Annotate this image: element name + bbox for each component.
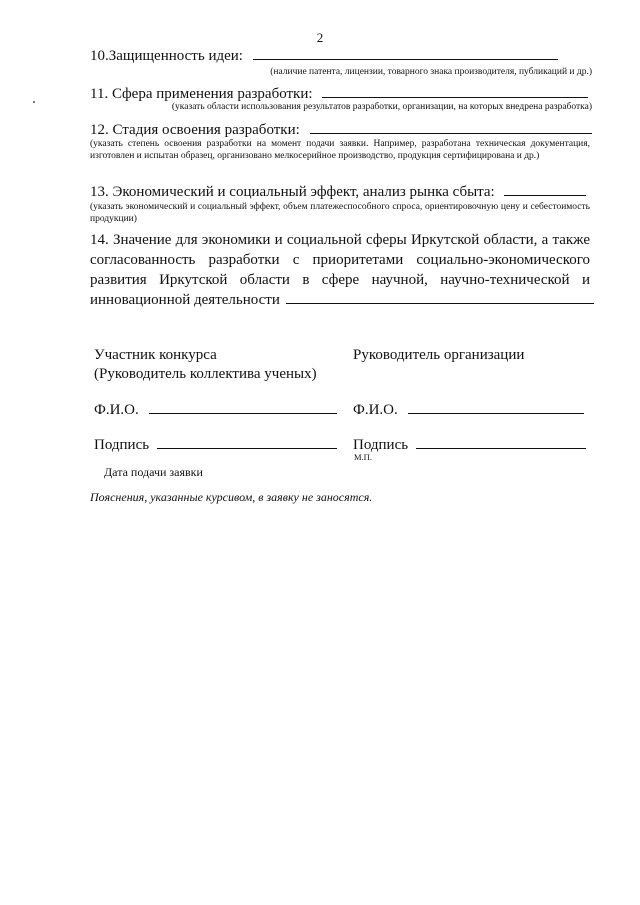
participant-signature-field[interactable] [157,435,337,449]
item-10-field[interactable] [253,46,558,60]
item-11-label: 11. Сфера применения разработки: [90,86,313,102]
item-14-line-4-row [90,290,590,310]
item-14-line-4: инновационной деятельности [90,292,280,308]
item-11-field[interactable] [322,84,588,98]
submission-date-label: Дата подачи заявки [104,465,203,479]
participant-fio-field[interactable] [149,400,337,414]
item-11-hint: (указать области использования результатов разработки, организации, на которых внедрена разработка) [171,102,592,112]
item-14-field[interactable] [286,290,594,304]
item-14-line-2: согласованность разработки с приоритетами социально-экономического [90,252,590,268]
participant-subtitle: (Руководитель коллектива ученых) [94,366,317,382]
item-12-label: 12. Стадия освоения разработки: [90,122,300,138]
page-number: 2 [316,30,324,45]
item-13-field[interactable] [504,182,586,196]
item-14-paragraph [90,230,590,310]
head-signature-row [353,435,586,455]
head-title: Руководитель организации [353,347,525,363]
head-signature-label: Подпись [353,437,409,453]
participant-fio-label: Ф.И.О. [94,402,139,418]
item-12-field[interactable] [310,120,592,134]
participant-title: Участник конкурса [94,347,217,363]
scan-speck [33,101,35,103]
item-13-row [90,182,590,201]
participant-signature-row [94,435,337,455]
participant-signature-label: Подпись [94,437,150,453]
head-signature-field[interactable] [416,435,586,449]
item-13-hint: (указать экономический и социальный эффект, объем платежеспособного спроса, ориентировочную цену и себестоимость продукции) [90,202,590,224]
item-13-label: 13. Экономический и социальный эффект, анализ рынка сбыта: [90,184,495,200]
item-14-line-3: развития Иркутской области в сфере научной, научно-технической и [90,272,590,288]
item-10-row [90,46,590,65]
participant-fio-row [94,400,337,420]
item-12-hint: (указать степень освоения разработки на момент подачи заявки. Например, разработана техническая документация, изготовлен и испытан образец, организовано мелкосерийное производство, продукция сертифицирована и др.) [90,139,590,161]
item-10-hint: (наличие патента, лицензии, товарного знака производителя, публикаций и др.) [270,67,592,77]
item-10-label: 10.Защищенность идеи: [90,48,243,64]
head-fio-field[interactable] [408,400,584,414]
item-12-row [90,120,590,139]
item-14-line-1: 14. Значение для экономики и социальной сферы Иркутской области, а также [90,232,590,248]
stamp-label: М.П. [354,452,372,462]
head-fio-label: Ф.И.О. [353,402,398,418]
italic-explanation-note: Пояснения, указанные курсивом, в заявку не заносятся. [90,490,373,504]
head-fio-row [353,400,584,420]
